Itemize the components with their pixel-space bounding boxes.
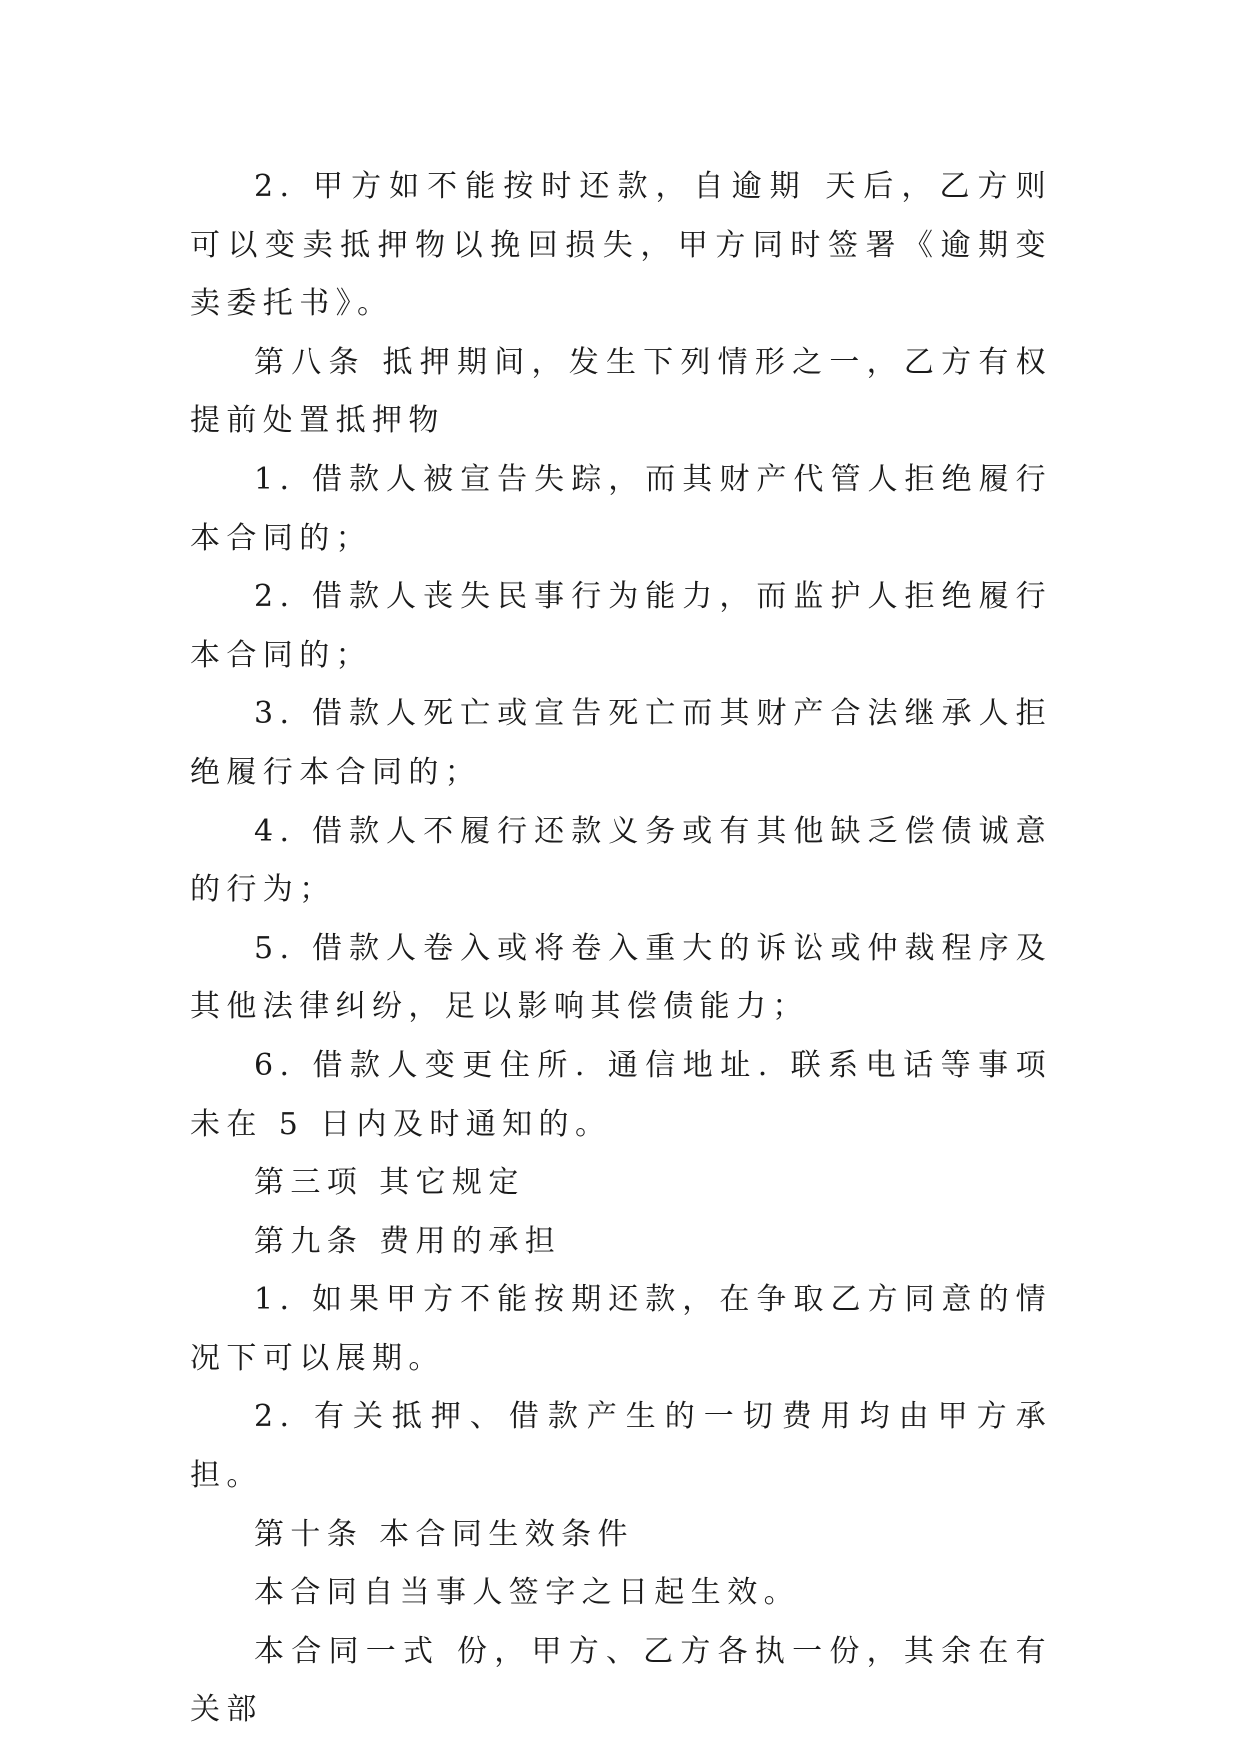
document-body [190,158,1052,1740]
paragraph: 第十条 本合同生效条件 [254,1516,634,1552]
paragraph: 本合同自当事人签字之日起生效。 [254,1575,800,1611]
paragraph: 6. 借款人变更住所. 通信地址. 联系电话等事项未在 5 日内及时通知的。 [190,1047,1052,1142]
paragraph: 第三项 其它规定 [254,1165,525,1201]
paragraph: 本合同一式 份，甲方、乙方各执一份，其余在有关部 [190,1633,1052,1728]
paragraph: 2. 甲方如不能按时还款，自逾期 天后，乙方则可以变卖抵押物以挽回损失，甲方同时签署《逾期变卖委托书》。 [190,169,1052,322]
paragraph: 1. 如果甲方不能按期还款，在争取乙方同意的情况下可以展期。 [190,1282,1052,1376]
paragraph: 第九条 费用的承担 [254,1223,562,1259]
paragraph: 5. 借款人卷入或将卷入重大的诉讼或仲裁程序及其他法律纠纷，足以影响其偿债能力； [190,930,1052,1025]
paragraph: 2. 有关抵押、借款产生的一切费用均由甲方承担。 [190,1399,1052,1494]
paragraph: 2. 借款人丧失民事行为能力，而监护人拒绝履行本合同的； [190,579,1052,673]
paragraph: 第八条 抵押期间，发生下列情形之一，乙方有权提前处置抵押物 [190,344,1052,439]
paragraph: 4. 借款人不履行还款义务或有其他缺乏偿债诚意的行为； [190,813,1052,908]
paragraph: 1. 借款人被宣告失踪，而其财产代管人拒绝履行本合同的； [190,461,1052,556]
paragraph: 3. 借款人死亡或宣告死亡而其财产合法继承人拒绝履行本合同的； [190,696,1052,790]
